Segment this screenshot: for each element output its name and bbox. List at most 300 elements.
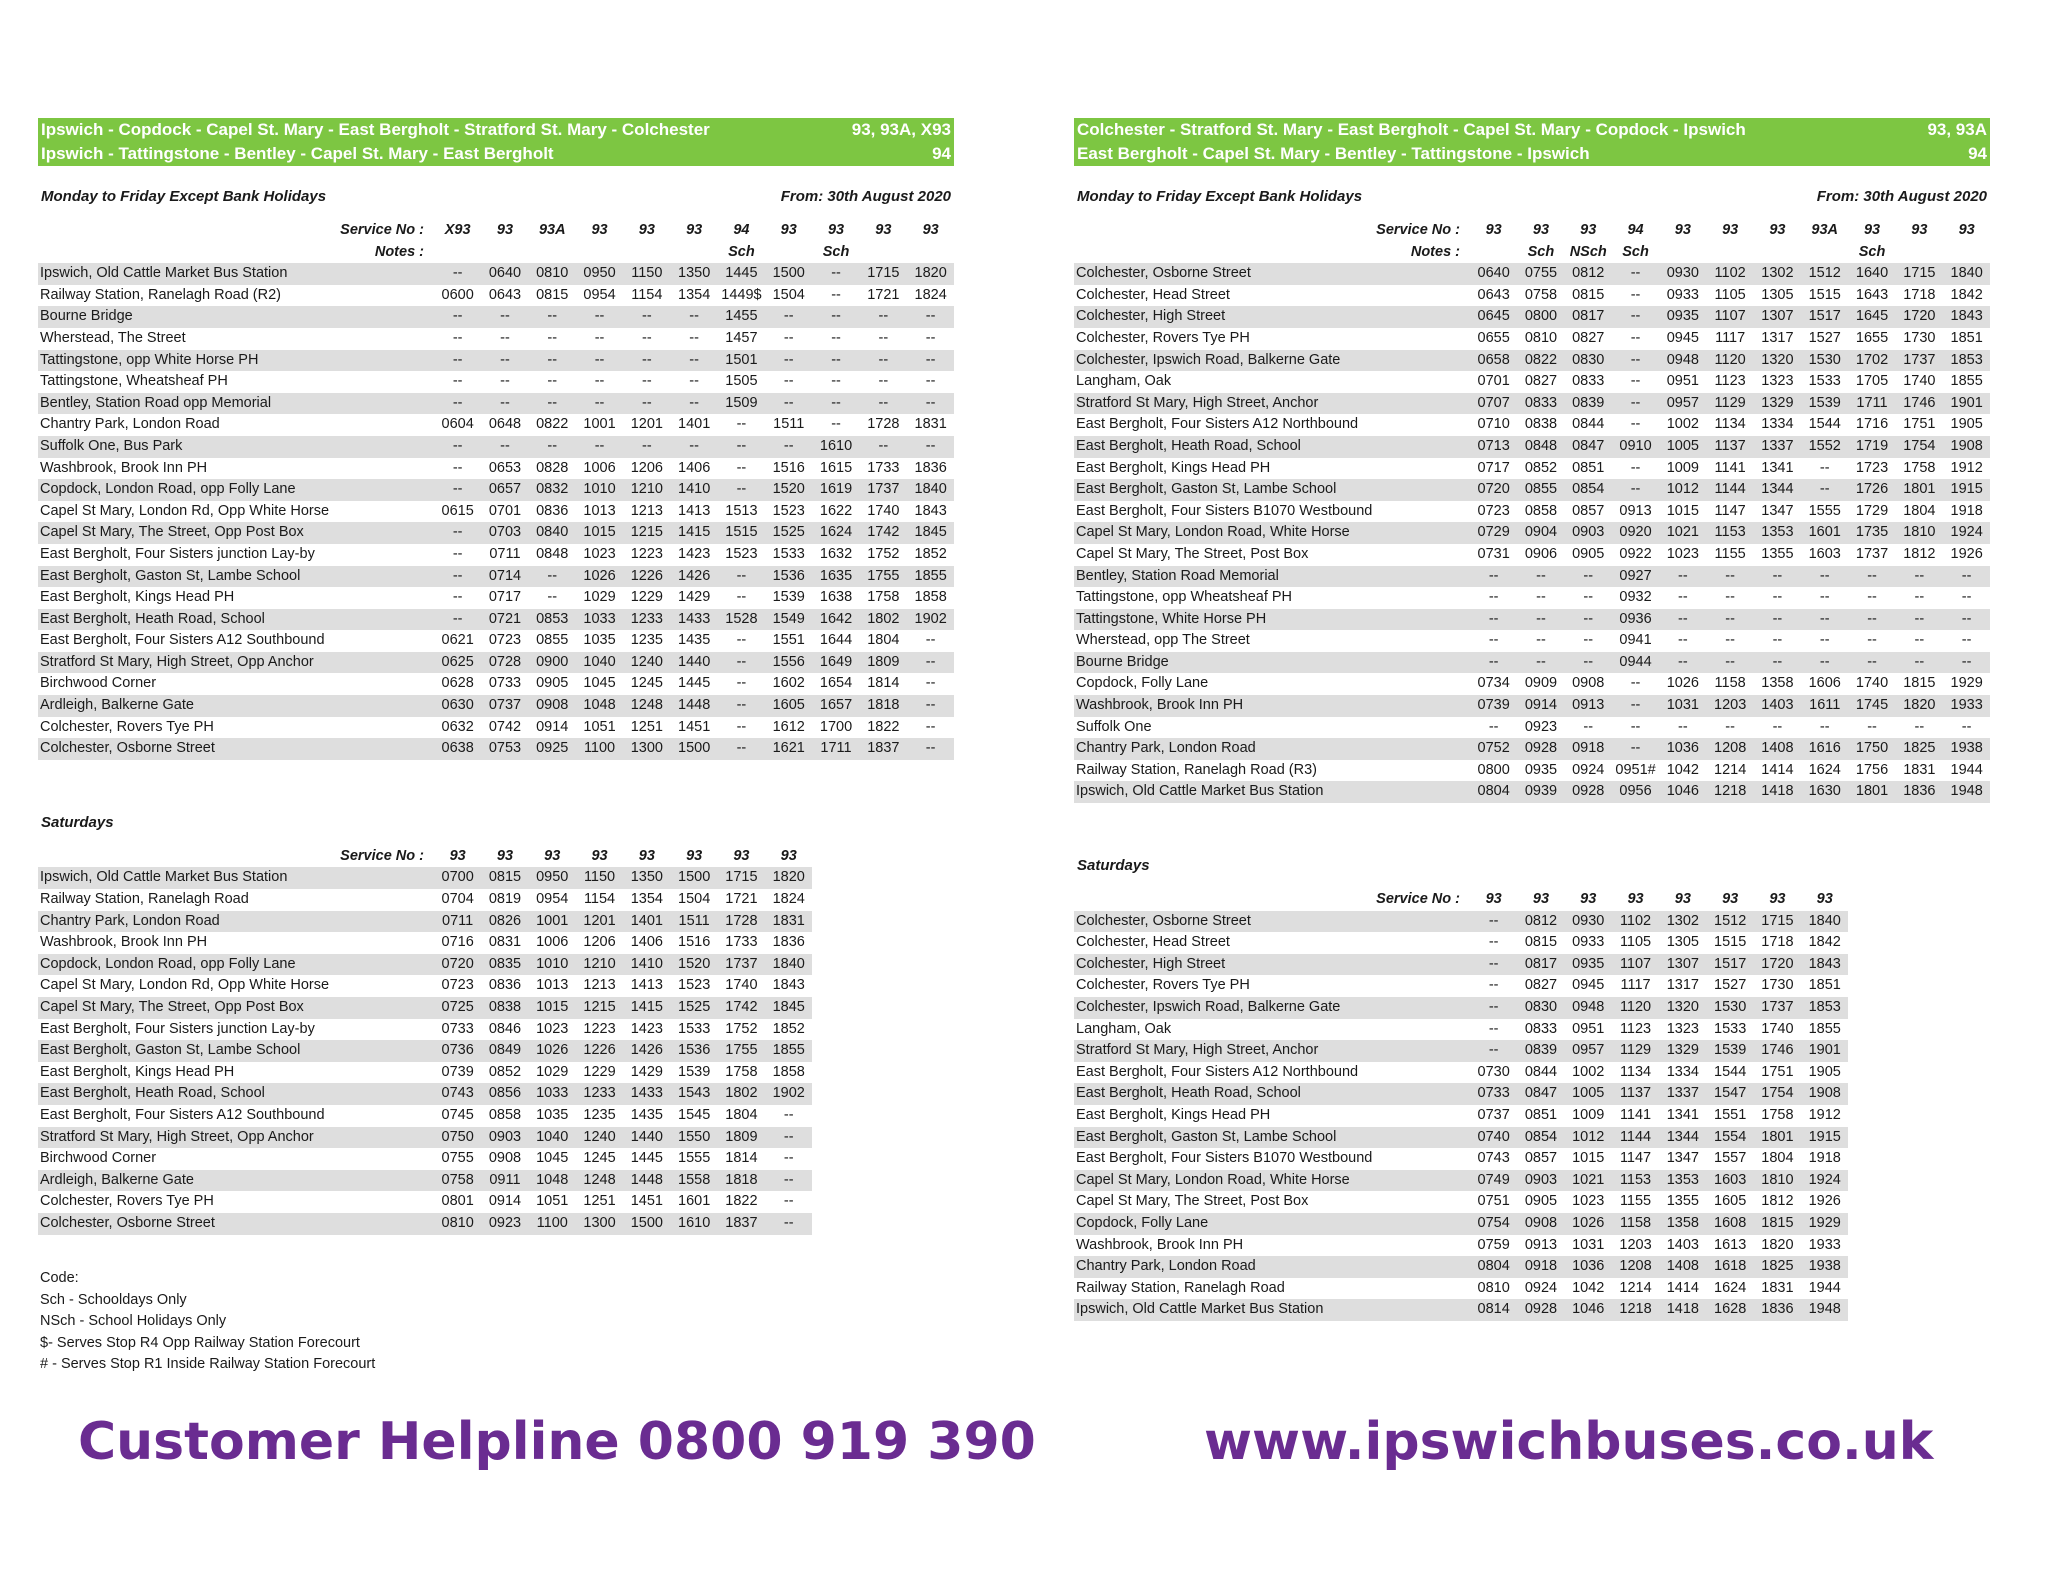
departure-time: 1100: [576, 738, 623, 760]
stop-name: East Bergholt, Four Sisters A12 Northbound: [1076, 1063, 1359, 1080]
departure-time: 1624: [1714, 1279, 1747, 1296]
route-line: Ipswich - Tattingstone - Bentley - Capel St. Mary - East Bergholt: [41, 144, 554, 163]
stop-name: Birchwood Corner: [40, 1150, 157, 1167]
departure-time: 1107: [1706, 306, 1753, 328]
departure-time: --: [1612, 479, 1659, 501]
departure-time: 1814: [867, 675, 900, 692]
weekday-timetable: [1074, 220, 1990, 803]
departure-time: 1901: [1801, 1040, 1848, 1062]
departure-time: 0948: [1565, 997, 1612, 1019]
stop-name: Ipswich, Old Cattle Market Bus Station: [1074, 1299, 1470, 1321]
departure-time: --: [689, 373, 699, 390]
departure-time: 1756: [1855, 761, 1889, 778]
departure-time: 1836: [1896, 781, 1943, 803]
departure-time: 1208: [1706, 738, 1753, 760]
departure-time: 0753: [481, 738, 528, 760]
departure-time: 1802: [860, 609, 907, 631]
departure-time: 0914: [1517, 695, 1564, 717]
table-row: [1074, 436, 1990, 458]
table-row: [38, 458, 954, 480]
service-number-row-cell: 94: [733, 222, 750, 238]
departure-time: 1613: [1714, 1236, 1747, 1253]
departure-time: --: [1896, 652, 1943, 674]
departure-time: 0737: [481, 695, 528, 717]
service-number-row-cell: 93: [1958, 222, 1975, 238]
departure-time: 0918: [1565, 738, 1612, 760]
departure-time: --: [529, 566, 576, 588]
departure-time: 1245: [630, 675, 663, 692]
departure-time: --: [1801, 609, 1848, 631]
departure-time: 0717: [488, 589, 522, 606]
departure-time: --: [594, 373, 605, 390]
departure-time: 1746: [1896, 393, 1943, 415]
departure-time: 1754: [1754, 1083, 1801, 1105]
departure-time: --: [1848, 566, 1895, 588]
departure-time: 1657: [812, 695, 859, 717]
departure-time: --: [1678, 718, 1688, 735]
departure-time: 1737: [1855, 545, 1889, 562]
departure-time: 1603: [1706, 1170, 1753, 1192]
service-number-row-cell: 93: [1722, 891, 1739, 908]
departure-time: 1440: [670, 652, 717, 674]
departure-time: 1842: [1950, 286, 1983, 303]
stop-name: Colchester, Ipswich Road, Balkerne Gate: [1074, 997, 1470, 1019]
departure-time: 0822: [1517, 350, 1564, 372]
departure-time: 1429: [678, 589, 711, 606]
code-item: Sch - Schooldays Only: [40, 1291, 187, 1308]
departure-time: --: [1725, 718, 1735, 735]
table-row: [1074, 1170, 1848, 1192]
departure-time: 1801: [1754, 1127, 1801, 1149]
departure-time: --: [907, 393, 954, 415]
departure-time: 0941: [1619, 632, 1652, 649]
stop-name: Bourne Bridge: [1074, 652, 1470, 674]
table-row: [38, 911, 812, 933]
departure-time: 1742: [860, 522, 907, 544]
table-row: [1074, 263, 1990, 285]
departure-time: 1317: [1761, 329, 1794, 346]
departure-time: 1557: [1714, 1150, 1747, 1167]
departure-time: --: [1819, 589, 1830, 606]
departure-time: 1415: [670, 522, 717, 544]
departure-time: 1240: [623, 652, 670, 674]
departure-time: 1752: [867, 545, 900, 562]
service-number-row-cell: 93: [1769, 222, 1786, 238]
departure-time: --: [812, 350, 859, 372]
departure-time: 1801: [1848, 781, 1895, 803]
departure-time: 1533: [772, 545, 805, 562]
service-number-row-label: Service No :: [1376, 222, 1460, 238]
departure-time: 0758: [434, 1170, 481, 1192]
departure-time: 0848: [1517, 436, 1564, 458]
departure-time: 1938: [1943, 738, 1990, 760]
stop-name: Railway Station, Ranelagh Road: [1076, 1279, 1285, 1296]
departure-time: 1229: [630, 589, 663, 606]
departure-time: 1831: [765, 911, 812, 933]
departure-time: 1815: [1754, 1213, 1801, 1235]
departure-time: 0817: [1565, 306, 1612, 328]
departure-time: 0810: [1477, 1279, 1510, 1296]
departure-time: 1511: [670, 911, 717, 933]
departure-time: 1852: [772, 1020, 805, 1037]
departure-time: 1758: [867, 589, 900, 606]
departure-time: 1630: [1801, 781, 1848, 803]
notes-row-cell: [1706, 242, 1753, 264]
departure-time: 0904: [1517, 522, 1564, 544]
departure-time: 1150: [623, 263, 670, 285]
departure-time: --: [434, 306, 481, 328]
departure-time: 1435: [630, 1106, 663, 1123]
departure-time: 1539: [1706, 1040, 1753, 1062]
departure-time: 1815: [1903, 675, 1936, 692]
departure-time: 1948: [1801, 1299, 1848, 1321]
departure-time: 1837: [860, 738, 907, 760]
departure-time: --: [1470, 997, 1517, 1019]
departure-time: 1013: [583, 502, 616, 519]
table-row: [38, 263, 954, 285]
departure-time: 0950: [576, 263, 623, 285]
departure-time: --: [1943, 652, 1990, 674]
departure-time: --: [718, 652, 765, 674]
departure-time: 0838: [481, 997, 528, 1019]
departure-time: 1523: [725, 545, 758, 562]
table-row: [1074, 630, 1990, 652]
departure-time: 1730: [1903, 329, 1936, 346]
departure-time: 1233: [576, 1083, 623, 1105]
departure-time: 0905: [536, 675, 569, 692]
table-row: [38, 673, 954, 695]
departure-time: 0927: [1612, 566, 1659, 588]
table-row: [38, 544, 954, 566]
departure-time: --: [860, 436, 907, 458]
departure-time: --: [907, 306, 954, 328]
departure-time: 0711: [489, 545, 521, 562]
departure-time: 1530: [1706, 997, 1753, 1019]
departure-time: 1719: [1848, 436, 1895, 458]
code-title: Code:: [40, 1270, 79, 1286]
departure-time: --: [718, 436, 765, 458]
departure-time: 1700: [819, 718, 853, 735]
table-row: [1074, 544, 1990, 566]
departure-time: 1718: [1903, 286, 1936, 303]
departure-time: 0731: [1477, 545, 1510, 562]
departure-time: 1933: [1808, 1236, 1841, 1253]
departure-time: 0812: [1517, 911, 1564, 933]
departure-time: 0852: [488, 1063, 522, 1080]
departure-time: 1154: [631, 286, 663, 303]
from-date: From: 30th August 2020: [1816, 188, 1987, 205]
departure-time: 0954: [583, 286, 616, 303]
table-row: [38, 954, 812, 976]
departure-time: 0826: [481, 911, 528, 933]
departure-time: 1733: [725, 934, 758, 951]
stop-name: Langham, Oak: [1076, 373, 1172, 390]
service-number-row-cell: X93: [444, 222, 471, 238]
departure-time: --: [925, 632, 936, 649]
departure-time: --: [907, 350, 954, 372]
departure-time: 0632: [441, 718, 474, 735]
departure-time: 1504: [678, 891, 711, 908]
departure-time: 1533: [1714, 1020, 1747, 1037]
departure-time: 1610: [812, 436, 859, 458]
departure-time: 1410: [670, 479, 717, 501]
departure-time: 1248: [576, 1170, 623, 1192]
departure-time: 1213: [583, 977, 616, 994]
departure-time: --: [1848, 609, 1895, 631]
departure-time: 1558: [670, 1170, 717, 1192]
stop-name: Railway Station, Ranelagh Road (R2): [40, 286, 281, 303]
departure-time: --: [878, 329, 889, 346]
stop-name: Colchester, Rovers Tye PH: [1076, 329, 1250, 346]
service-number-row-cell: 93: [1816, 891, 1833, 908]
departure-time: 1715: [860, 263, 907, 285]
departure-time: 1622: [819, 502, 853, 519]
table-row: [38, 1040, 812, 1062]
departure-time: 0804: [1470, 1256, 1517, 1278]
table-row: [1074, 609, 1990, 631]
departure-time: 1746: [1754, 1040, 1801, 1062]
departure-time: 1233: [623, 609, 670, 631]
departure-time: --: [860, 350, 907, 372]
departure-time: 1509: [718, 393, 765, 415]
stop-name: Washbrook, Brook Inn PH: [40, 934, 208, 951]
departure-time: --: [481, 350, 528, 372]
departure-time: 0643: [1477, 286, 1510, 303]
departure-time: 1735: [1848, 522, 1895, 544]
table-row: [38, 1062, 812, 1084]
right-timetable-panel: [1074, 118, 1990, 1321]
departure-time: 0723: [1477, 502, 1510, 519]
departure-time: 0711: [434, 911, 481, 933]
departure-time: 0914: [536, 718, 569, 735]
departure-time: 1755: [718, 1040, 765, 1062]
departure-time: 0833: [1572, 373, 1605, 390]
table-row: [1074, 566, 1990, 588]
departure-time: 0831: [488, 934, 522, 951]
departure-time: 1002: [1666, 416, 1699, 433]
departure-time: 1029: [536, 1063, 569, 1080]
departure-time: 0739: [1470, 695, 1517, 717]
departure-time: 0840: [529, 522, 576, 544]
departure-time: 0640: [1470, 263, 1517, 285]
departure-time: 1520: [765, 479, 812, 501]
departure-time: 0839: [1517, 1040, 1564, 1062]
departure-time: 1720: [1896, 306, 1943, 328]
departure-time: --: [765, 393, 812, 415]
departure-time: --: [1772, 632, 1783, 649]
departure-time: 1429: [630, 1063, 663, 1080]
departure-time: 0855: [1517, 479, 1564, 501]
departure-time: --: [1612, 350, 1659, 372]
departure-time: 1045: [583, 675, 616, 692]
departure-time: 1523: [772, 502, 805, 519]
departure-time: 1525: [670, 997, 717, 1019]
departure-time: 0913: [1524, 1236, 1558, 1253]
departure-time: 1758: [1903, 459, 1936, 476]
departure-time: --: [1612, 393, 1659, 415]
departure-time: 1740: [1855, 675, 1889, 692]
departure-time: 0655: [1477, 329, 1510, 346]
departure-time: 1702: [1848, 350, 1895, 372]
departure-time: --: [1630, 286, 1641, 303]
departure-time: 1036: [1659, 738, 1706, 760]
departure-time: 1912: [1950, 459, 1983, 476]
departure-time: 1645: [1848, 306, 1895, 328]
departure-time: 1026: [1666, 675, 1699, 692]
departure-time: 1933: [1943, 695, 1990, 717]
departure-time: 1433: [670, 609, 717, 631]
departure-time: 1929: [1801, 1213, 1848, 1235]
departure-time: 1740: [867, 502, 900, 519]
departure-time: 0833: [1524, 1020, 1558, 1037]
departure-time: 0621: [441, 632, 474, 649]
departure-time: --: [434, 393, 481, 415]
service-number-row-cell: 93: [1674, 891, 1691, 908]
departure-time: 1302: [1754, 263, 1801, 285]
stop-name: Colchester, Osborne Street: [1074, 911, 1470, 933]
table-row: [1074, 1062, 1848, 1084]
departure-time: 1353: [1754, 522, 1801, 544]
departure-time: --: [1630, 459, 1641, 476]
code-legend: [40, 1268, 375, 1376]
departure-time: 1711: [812, 738, 859, 760]
departure-time: 1013: [536, 977, 569, 994]
departure-time: 1843: [914, 502, 947, 519]
departure-time: --: [1754, 566, 1801, 588]
departure-time: 1305: [1761, 286, 1794, 303]
departure-time: 1855: [1950, 373, 1983, 390]
departure-time: 1728: [867, 416, 900, 433]
departure-time: 1214: [1714, 761, 1747, 778]
departure-time: 1616: [1801, 738, 1848, 760]
departure-time: 1433: [623, 1083, 670, 1105]
departure-time: 0928: [1565, 781, 1612, 803]
departure-time: 1755: [860, 566, 907, 588]
departure-time: 1715: [718, 867, 765, 889]
departure-time: 0911: [481, 1170, 528, 1192]
departure-time: 0742: [488, 718, 522, 735]
departure-time: 0755: [1517, 263, 1564, 285]
service-number-row-cell: 93: [1674, 222, 1691, 238]
departure-time: 1843: [1943, 306, 1990, 328]
departure-time: 0830: [1517, 997, 1564, 1019]
departure-time: 1141: [1619, 1106, 1652, 1123]
departure-time: 1820: [907, 263, 954, 285]
departure-time: --: [736, 675, 747, 692]
departure-time: 1026: [1565, 1213, 1612, 1235]
departure-time: 1226: [623, 566, 670, 588]
departure-time: 1210: [623, 479, 670, 501]
departure-time: 0900: [529, 652, 576, 674]
departure-time: 1006: [583, 459, 616, 476]
departure-time: 1410: [623, 954, 670, 976]
departure-time: 0703: [481, 522, 528, 544]
notes-row-cell: Sch: [1527, 243, 1555, 260]
departure-time: 1414: [1666, 1279, 1699, 1296]
departure-time: 1902: [907, 609, 954, 631]
departure-time: 0810: [1524, 329, 1558, 346]
departure-time: 1824: [914, 286, 947, 303]
departure-time: 1944: [1808, 1279, 1841, 1296]
departure-time: --: [878, 373, 889, 390]
departure-time: 1350: [670, 263, 717, 285]
departure-time: --: [623, 393, 670, 415]
table-row: [38, 1191, 812, 1213]
table-row: [38, 306, 954, 328]
departure-time: 1924: [1801, 1170, 1848, 1192]
route-line: East Bergholt - Capel St. Mary - Bentley - Tattingstone - Ipswich: [1077, 144, 1590, 163]
departure-time: 0935: [1659, 306, 1706, 328]
departure-time: 1500: [670, 738, 717, 760]
departure-time: 0822: [536, 416, 569, 433]
departure-time: 1758: [725, 1063, 758, 1080]
website-url[interactable]: www.ipswichbuses.co.uk: [1204, 1412, 1934, 1472]
table-row: [38, 738, 954, 760]
route-services: 93, 93A, X93: [851, 120, 951, 139]
departure-time: 1820: [765, 867, 812, 889]
departure-time: 1048: [529, 1170, 576, 1192]
stop-name: Colchester, Osborne Street: [38, 738, 434, 760]
departure-time: 1601: [1801, 522, 1848, 544]
departure-time: 1851: [1808, 977, 1841, 994]
stop-name: Tattingstone, opp Wheatsheaf PH: [1076, 589, 1293, 606]
service-number-row-label: Service No :: [340, 222, 424, 238]
departure-time: --: [736, 632, 747, 649]
departure-time: 0854: [1517, 1127, 1564, 1149]
code-item: $- Serves Stop R4 Opp Railway Station Forecourt: [40, 1334, 360, 1351]
departure-time: 1533: [1808, 373, 1841, 390]
departure-time: 0713: [1470, 436, 1517, 458]
departure-time: 1317: [1666, 977, 1699, 994]
departure-time: 1117: [1620, 977, 1651, 994]
departure-time: 1606: [1808, 675, 1841, 692]
departure-time: 1721: [867, 286, 900, 303]
departure-time: --: [1488, 977, 1499, 994]
departure-time: --: [1896, 609, 1943, 631]
departure-time: 1418: [1754, 781, 1801, 803]
table-row: [38, 522, 954, 544]
departure-time: 1344: [1754, 479, 1801, 501]
table-row: [38, 1019, 812, 1041]
departure-time: 0908: [1572, 675, 1605, 692]
notes-row-cell: [623, 242, 670, 264]
departure-time: 1555: [1808, 502, 1841, 519]
departure-time: --: [831, 286, 841, 303]
departure-time: 0759: [1477, 1236, 1510, 1253]
departure-time: 1640: [1848, 263, 1895, 285]
departure-time: --: [1488, 934, 1499, 951]
departure-time: 0721: [481, 609, 528, 631]
stop-name: Stratford St Mary, High Street, Opp Anchor: [38, 652, 434, 674]
departure-time: 1517: [1706, 954, 1753, 976]
departure-time: 1129: [1612, 1040, 1659, 1062]
departure-time: 1440: [623, 1127, 670, 1149]
departure-time: 1605: [1714, 1193, 1747, 1210]
departure-time: --: [1630, 675, 1641, 692]
service-number-row-cell: 93: [544, 847, 561, 864]
departure-time: --: [1517, 652, 1564, 674]
departure-time: --: [547, 329, 558, 346]
departure-time: --: [576, 436, 623, 458]
stop-name: Copdock, London Road, opp Folly Lane: [38, 479, 434, 501]
table-row: [1074, 1148, 1848, 1170]
departure-time: --: [500, 373, 510, 390]
departure-time: 1415: [623, 997, 670, 1019]
departure-time: --: [1470, 911, 1517, 933]
service-number-row-cell: 93: [496, 222, 514, 238]
departure-time: 1029: [583, 589, 616, 606]
departure-time: 1842: [1808, 934, 1841, 951]
